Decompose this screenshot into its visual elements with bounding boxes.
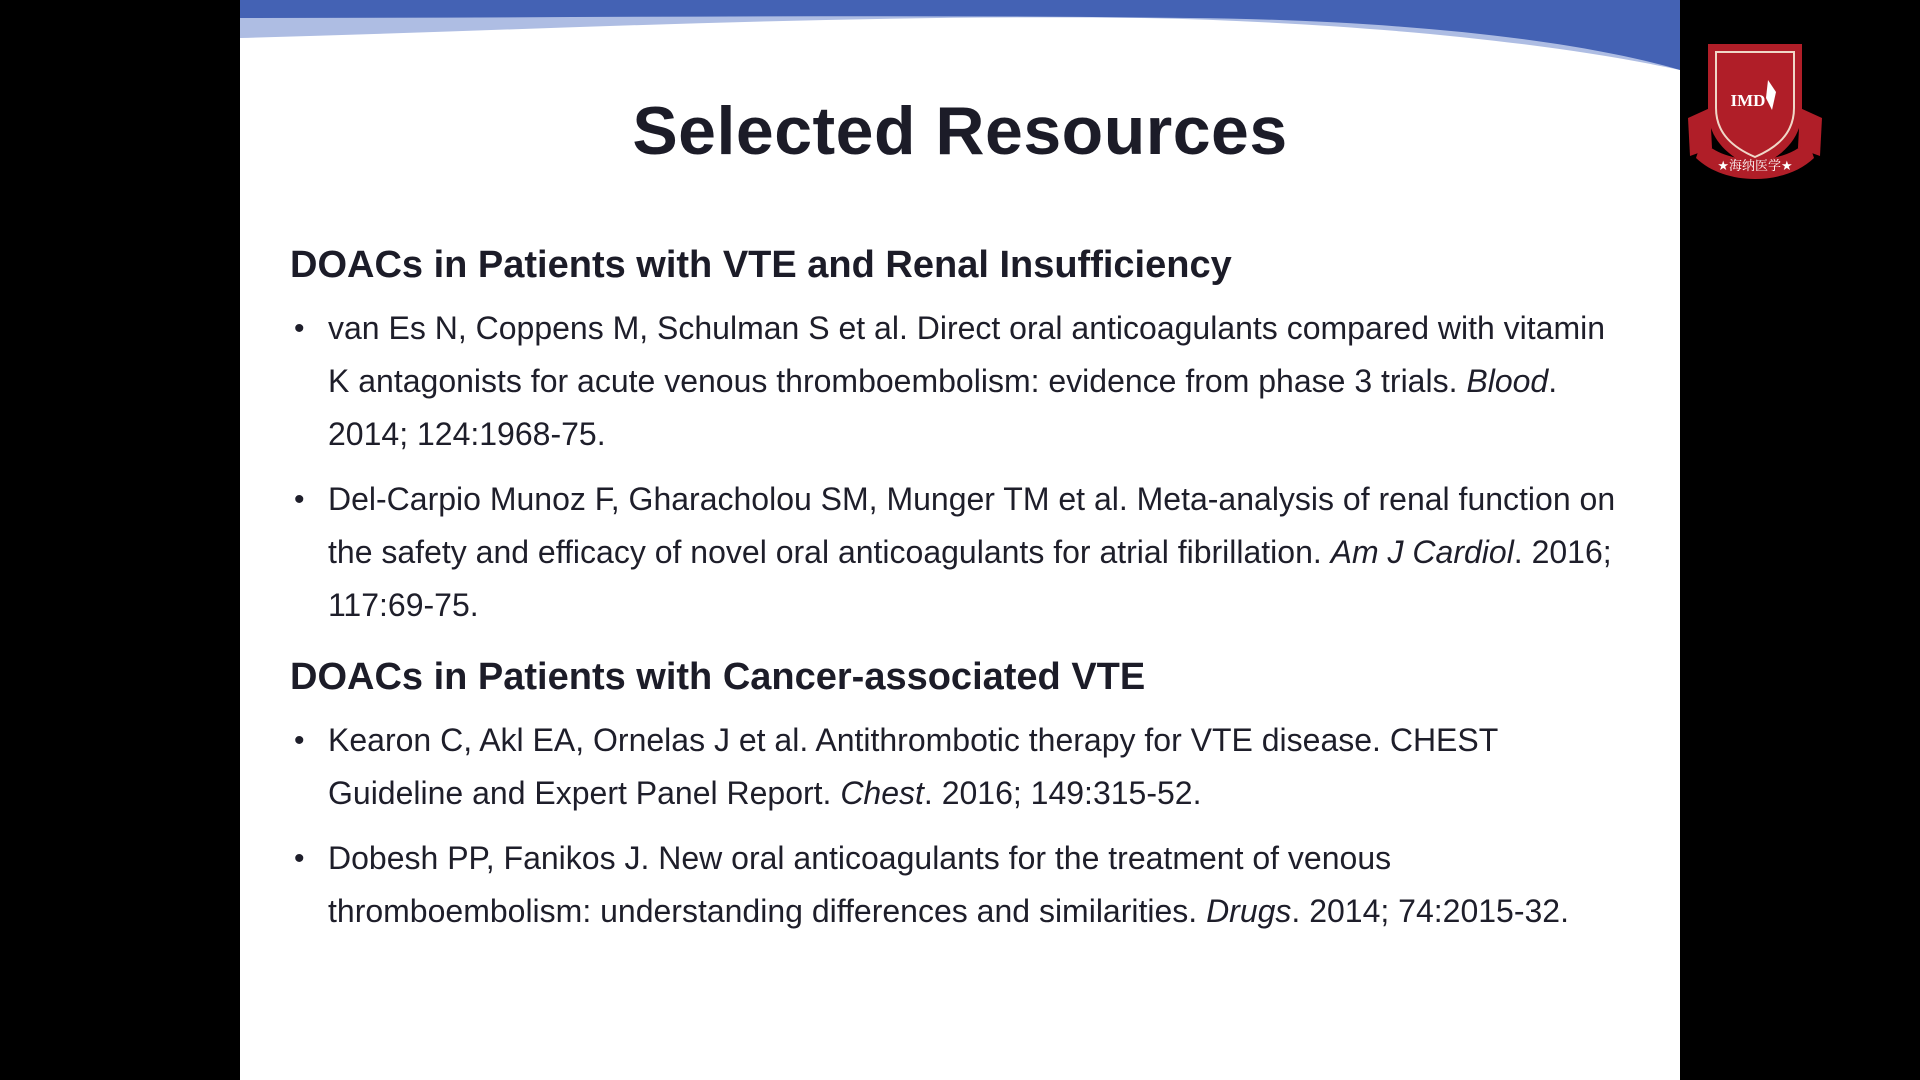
reference-text: Kearon C, Akl EA, Ornelas J et al. Antithrombotic therapy for VTE disease. CHEST Guideline and Expert Panel Report. [328, 722, 1498, 811]
reference-journal: Blood [1466, 363, 1549, 399]
section-heading: DOACs in Patients with Cancer-associated VTE [290, 656, 1146, 698]
slide-content [290, 234, 1620, 950]
reference-citation: . 2016; 117:69-75. [328, 534, 1612, 623]
section-heading: DOACs in Patients with VTE and Renal Insufficiency [290, 244, 1232, 286]
reference-text: Del-Carpio Munoz F, Gharacholou SM, Munger TM et al. Meta-analysis of renal function on the safety and efficacy of novel oral anticoagulants for atrial fibrillation. [328, 481, 1616, 570]
institution-logo [1680, 40, 1830, 190]
reference-item [290, 832, 1620, 938]
reference-journal: Chest [840, 775, 924, 811]
reference-text: van Es N, Coppens M, Schulman S et al. Direct oral anticoagulants compared with vitamin K antagonists for acute venous thromboembolism: evidence from phase 3 trials. [328, 310, 1606, 399]
reference-item [290, 714, 1620, 820]
bullet-icon: • [294, 312, 305, 345]
reference-item [290, 302, 1620, 461]
slide-header-band [240, 0, 1680, 80]
reference-list [290, 302, 1620, 632]
bullet-icon: • [294, 724, 305, 757]
reference-text: Dobesh PP, Fanikos J. New oral anticoagulants for the treatment of venous thromboembolism: understanding differences and similarities. [328, 840, 1392, 929]
bullet-icon: • [294, 483, 305, 516]
reference-item [290, 473, 1620, 632]
logo-caption: ★海纳医学★ [1717, 159, 1793, 174]
slide [240, 0, 1680, 1080]
reference-journal: Am J Cardiol [1330, 534, 1514, 570]
reference-citation: . 2014; 124:1968-75. [328, 363, 1558, 452]
section-renal [290, 234, 1620, 632]
slide-title: Selected Resources [632, 93, 1288, 169]
reference-list [290, 714, 1620, 938]
bullet-icon: • [294, 842, 305, 875]
reference-citation: . 2014; 74:2015-32. [1291, 893, 1569, 929]
section-cancer [290, 646, 1620, 938]
reference-journal: Drugs [1206, 893, 1292, 929]
reference-citation: . 2016; 149:315-52. [923, 775, 1202, 811]
logo-text: IMD [1730, 91, 1766, 110]
